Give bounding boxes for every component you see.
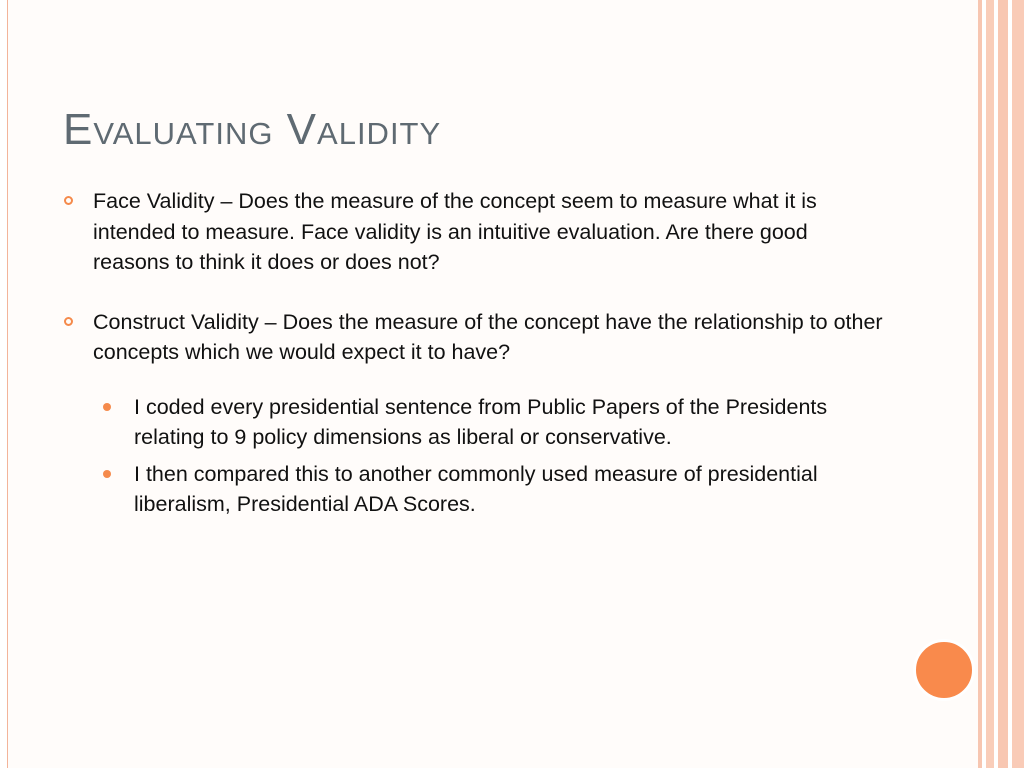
decorative-stripe (986, 0, 994, 768)
bullet-text: I coded every presidential sentence from Public Papers of the Presidents relating to 9 policy dimensions as liberal or conservative. (134, 394, 828, 449)
bullet-text: Construct Validity – Does the measure of the concept have the relationship to other concepts which we would expect it to have? (93, 309, 883, 364)
slide-title: Evaluating Validity (63, 105, 442, 154)
ring-bullet-icon (64, 317, 73, 326)
decorative-stripe (978, 0, 982, 768)
bullet-construct-validity (60, 307, 890, 368)
bullet-face-validity (60, 186, 890, 278)
decorative-stripe (1012, 0, 1024, 768)
decorative-stripe (998, 0, 1008, 768)
ring-bullet-icon (64, 196, 73, 205)
bullet-text: Face Validity – Does the measure of the concept seem to measure what it is intended to measure. Face validity is an intuitive evaluation. Are there good reasons to think it does or does not? (93, 189, 817, 274)
bullet-list (60, 186, 890, 520)
sub-bullet-coding (101, 392, 854, 453)
dot-bullet-icon (103, 470, 111, 478)
bullet-text: I then compared this to another commonly used measure of presidential liberalism, Presidential ADA Scores. (134, 461, 818, 516)
sub-bullet-comparison (101, 459, 854, 520)
accent-circle (913, 639, 975, 701)
dot-bullet-icon (103, 403, 111, 411)
